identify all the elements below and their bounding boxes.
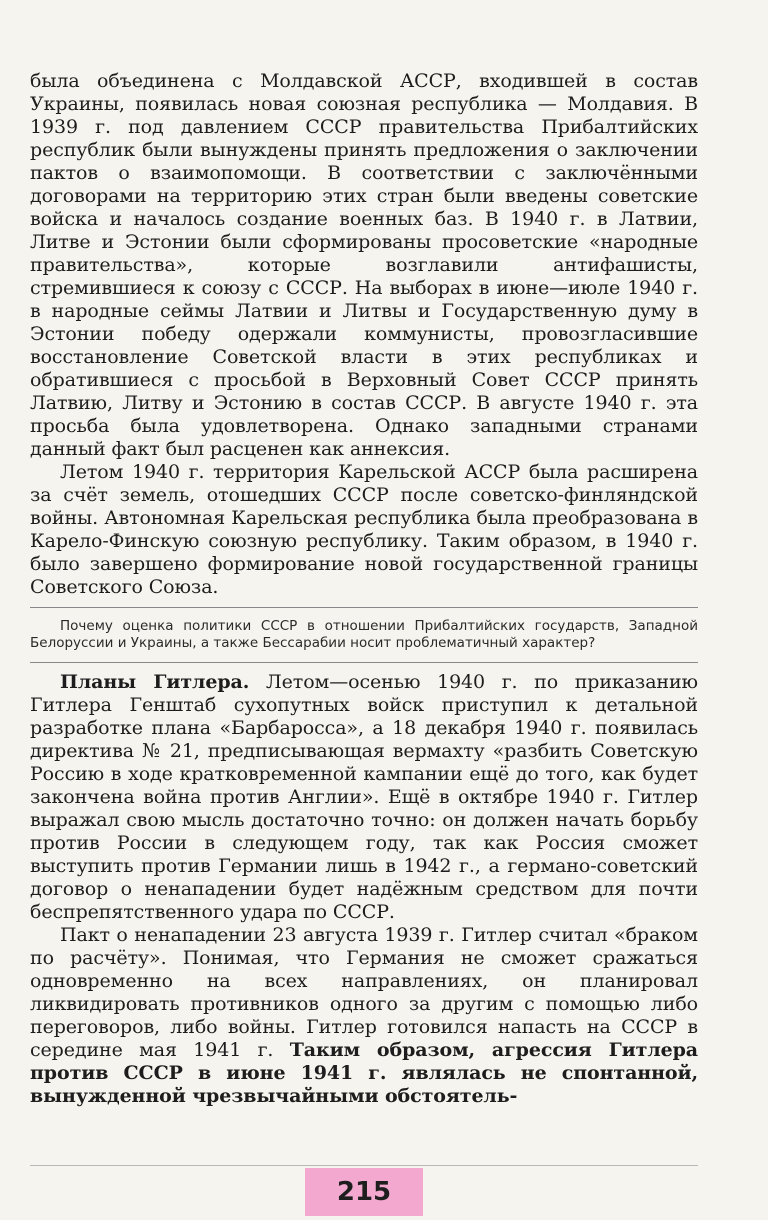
section-paragraph-2-bold: Таким образом, агрессия Гитлера против СССР в июне 1941 г. являлась не спонтанной, вынужденной чрезвычайными обстоятель- [30, 1039, 699, 1107]
question-text: Почему оценка политики СССР в отношении Прибалтийских государств, Западной Белоруссии и Украины, а также Бессарабии носит проблематичный характер? [30, 618, 698, 651]
page-number: 215 [305, 1168, 423, 1216]
section-paragraph-1 [30, 671, 698, 924]
section-paragraph-2-text: Пакт о ненападении 23 августа 1939 г. Гитлер считал «браком по расчёту». Понимая, что Германия не сможет сражаться одновременно на всех направлениях, он планировал ликвидировать противников одного за другим с помощью либо переговоров, либо войны. Гитлер готовился напасть на СССР в середине мая 1941 г. [30, 924, 698, 1061]
page-content [30, 70, 698, 1108]
section-heading: Планы Гитлера. [60, 671, 250, 693]
section-paragraph-1-text: Летом—осенью 1940 г. по приказанию Гитлера Генштаб сухопутных войск приступил к детальной разработке плана «Барбаросса», а 18 декабря 1940 г. появилась директива № 21, предписывающая вермахту «разбить Советскую Россию в ходе кратковременной кампании ещё до того, как будет закончена война против Англии». Ещё в октябре 1940 г. Гитлер выражал свою мысль достаточно точно: он должен начать борьбу против России в следующем году, так как Россия сможет выступить против Германии лишь в 1942 г., а германо-советский договор о ненападении будет надёжным средством для почти беспрепятственного удара по СССР. [30, 671, 698, 923]
paragraph-top-2: Летом 1940 г. территория Карельской АССР была расширена за счёт земель, отошедших СССР после советско-финляндской войны. Автономная Карельская республика была преобразована в Карело-Финскую союзную республику. Таким образом, в 1940 г. было завершено формирование новой государственной границы Советского Союза. [30, 461, 698, 598]
paragraph-top-1: была объединена с Молдавской АССР, входившей в состав Украины, появилась новая союзная республика — Молдавия. В 1939 г. под давлением СССР правительства Прибалтийских республик были вынуждены принять предложения о заключении пактов о взаимопомощи. В соответствии с заключёнными договорами на территорию этих стран были введены советские войска и началось создание военных баз. В 1940 г. в Латвии, Литве и Эстонии были сформированы просоветские «народные правительства», которые возглавили антифашисты, стремившиеся к союзу с СССР. На выборах в июне—июле 1940 г. в народные сеймы Латвии и Литвы и Государственную думу в Эстонии победу одержали коммунисты, провозгласившие восстановление Советской власти в этих республиках и обратившиеся с просьбой в Верховный Совет СССР принять Латвию, Литву и Эстонию в состав СССР. В августе 1940 г. эта просьба была удовлетворена. Однако западными странами данный факт был расценен как аннексия. [30, 70, 698, 460]
section-paragraph-2 [30, 924, 698, 1108]
footer-divider [30, 1165, 698, 1166]
question-box [30, 607, 698, 663]
